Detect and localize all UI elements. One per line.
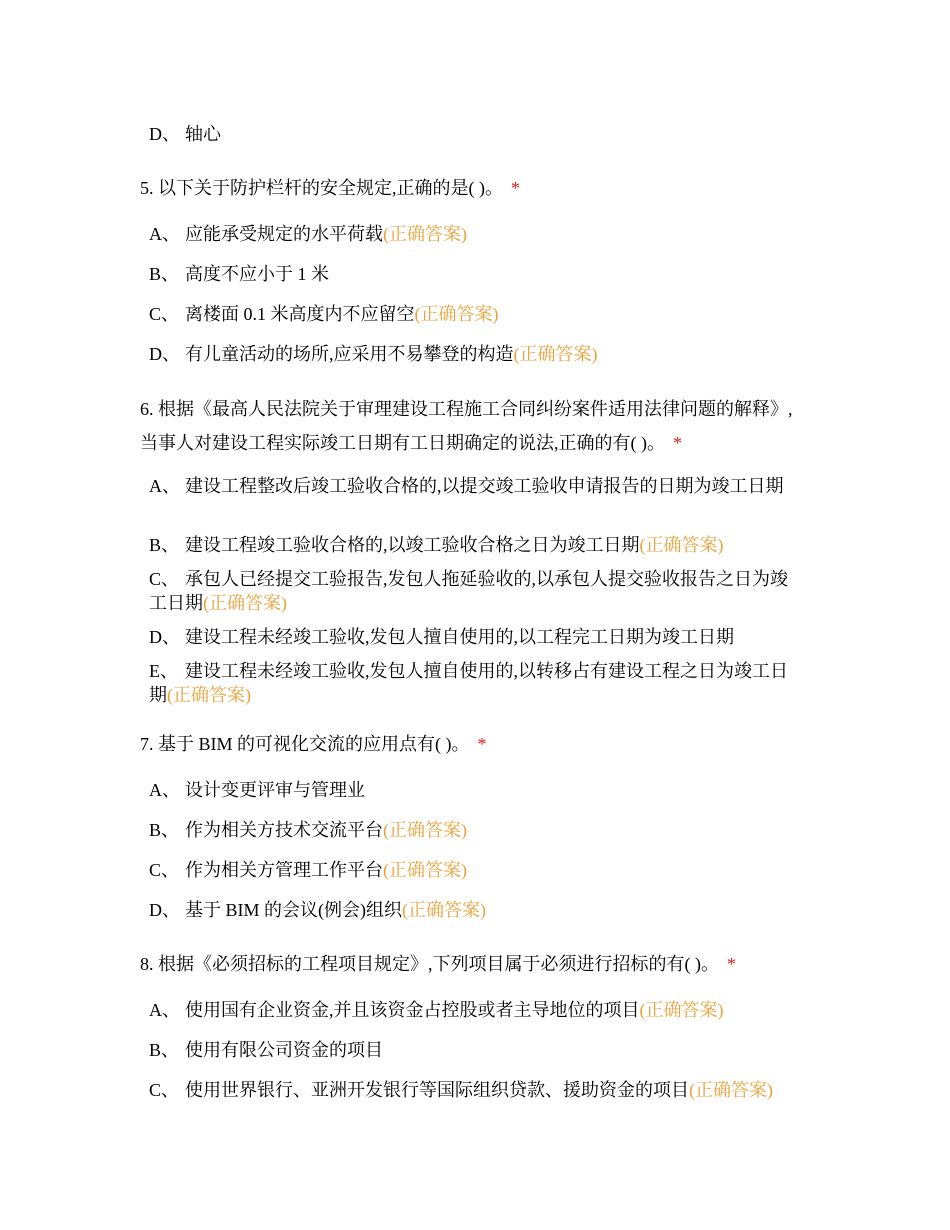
correct-answer-mark: (正确答案) bbox=[383, 860, 467, 880]
option-text: 设计变更评审与管理业 bbox=[185, 780, 365, 800]
option-text: 作为相关方技术交流平台 bbox=[185, 820, 383, 840]
option-letter: B、 bbox=[149, 535, 180, 555]
option-letter: D、 bbox=[149, 900, 180, 920]
option-text: 轴心 bbox=[185, 124, 221, 144]
q5-option-d bbox=[149, 342, 598, 366]
option-text: 高度不应小于 1 米 bbox=[185, 264, 329, 284]
q7-option-d bbox=[149, 898, 486, 922]
option-letter: C、 bbox=[149, 860, 180, 880]
question-6-title bbox=[140, 392, 800, 460]
question-text: 6. 根据《最高人民法院关于审理建设工程施工合同纠纷案件适用法律问题的解释》,当事人对建设工程实际竣工日期有工日期确定的说法,正确的有( )。 bbox=[140, 399, 793, 453]
option-text: 使用世界银行、亚洲开发银行等国际组织贷款、援助资金的项目 bbox=[185, 1080, 689, 1100]
option-letter: B、 bbox=[149, 264, 180, 284]
option-letter: C、 bbox=[149, 304, 180, 324]
required-star: * bbox=[511, 178, 520, 198]
option-prev-d bbox=[149, 122, 221, 146]
q7-option-a bbox=[149, 778, 365, 802]
option-text: 作为相关方管理工作平台 bbox=[185, 860, 383, 880]
option-text: 建设工程整改后竣工验收合格的,以提交竣工验收申请报告的日期为竣工日期 bbox=[185, 476, 784, 496]
correct-answer-mark: (正确答案) bbox=[513, 344, 598, 364]
q5-option-a bbox=[149, 222, 467, 246]
q6-option-d bbox=[149, 625, 734, 649]
q5-option-b bbox=[149, 262, 329, 286]
option-letter: D、 bbox=[149, 627, 180, 647]
q7-option-b bbox=[149, 818, 467, 842]
q7-option-c bbox=[149, 858, 467, 882]
option-text: 有儿童活动的场所,应采用不易攀登的构造 bbox=[185, 344, 514, 364]
option-letter: D、 bbox=[149, 344, 180, 364]
correct-answer-mark: (正确答案) bbox=[414, 304, 499, 324]
required-star: * bbox=[673, 433, 682, 453]
correct-answer-mark: (正确答案) bbox=[689, 1080, 773, 1100]
required-star: * bbox=[477, 734, 487, 754]
q5-option-c bbox=[149, 302, 499, 326]
q6-option-b bbox=[149, 533, 724, 557]
question-text: 7. 基于 BIM 的可视化交流的应用点有( )。 bbox=[140, 734, 470, 754]
correct-answer-mark: (正确答案) bbox=[167, 685, 251, 705]
option-letter: A、 bbox=[149, 224, 180, 244]
option-text: 使用国有企业资金,并且该资金占控股或者主导地位的项目 bbox=[185, 1000, 640, 1020]
option-letter: C、 bbox=[149, 1080, 180, 1100]
q6-option-e bbox=[149, 659, 799, 707]
q8-option-a bbox=[149, 998, 724, 1022]
option-text: 离楼面 0.1 米高度内不应留空 bbox=[185, 304, 415, 324]
option-text: 建设工程竣工验收合格的,以竣工验收合格之日为竣工日期 bbox=[185, 535, 640, 555]
q6-option-a bbox=[149, 474, 799, 498]
q6-option-c bbox=[149, 567, 799, 615]
option-letter: E、 bbox=[149, 661, 178, 681]
option-letter: C、 bbox=[149, 569, 180, 589]
option-letter: B、 bbox=[149, 820, 180, 840]
question-text: 8. 根据《必须招标的工程项目规定》,下列项目属于必须进行招标的有( )。 bbox=[140, 954, 719, 974]
option-letter: D、 bbox=[149, 124, 180, 144]
question-8-title bbox=[140, 952, 736, 976]
required-star: * bbox=[727, 954, 736, 974]
option-text: 使用有限公司资金的项目 bbox=[185, 1040, 383, 1060]
correct-answer-mark: (正确答案) bbox=[203, 593, 287, 613]
correct-answer-mark: (正确答案) bbox=[639, 1000, 724, 1020]
option-text: 承包人已经提交工验报告,发包人拖延验收的,以承包人提交验收报告之日为竣工日期 bbox=[149, 569, 788, 613]
option-letter: A、 bbox=[149, 476, 180, 496]
option-letter: B、 bbox=[149, 1040, 180, 1060]
q8-option-c bbox=[149, 1078, 773, 1102]
correct-answer-mark: (正确答案) bbox=[639, 535, 724, 555]
q8-option-b bbox=[149, 1038, 383, 1062]
option-text: 基于 BIM 的会议(例会)组织 bbox=[185, 900, 402, 920]
option-text: 建设工程未经竣工验收,发包人擅自使用的,以转移占有建设工程之日为竣工日期 bbox=[149, 661, 788, 705]
question-7-title bbox=[140, 732, 487, 756]
correct-answer-mark: (正确答案) bbox=[383, 820, 467, 840]
question-text: 5. 以下关于防护栏杆的安全规定,正确的是( )。 bbox=[140, 178, 503, 198]
option-letter: A、 bbox=[149, 780, 180, 800]
correct-answer-mark: (正确答案) bbox=[402, 900, 486, 920]
correct-answer-mark: (正确答案) bbox=[383, 224, 467, 244]
option-text: 建设工程未经竣工验收,发包人擅自使用的,以工程完工日期为竣工日期 bbox=[185, 627, 734, 647]
question-5-title bbox=[140, 176, 520, 200]
option-letter: A、 bbox=[149, 1000, 180, 1020]
option-text: 应能承受规定的水平荷载 bbox=[185, 224, 383, 244]
